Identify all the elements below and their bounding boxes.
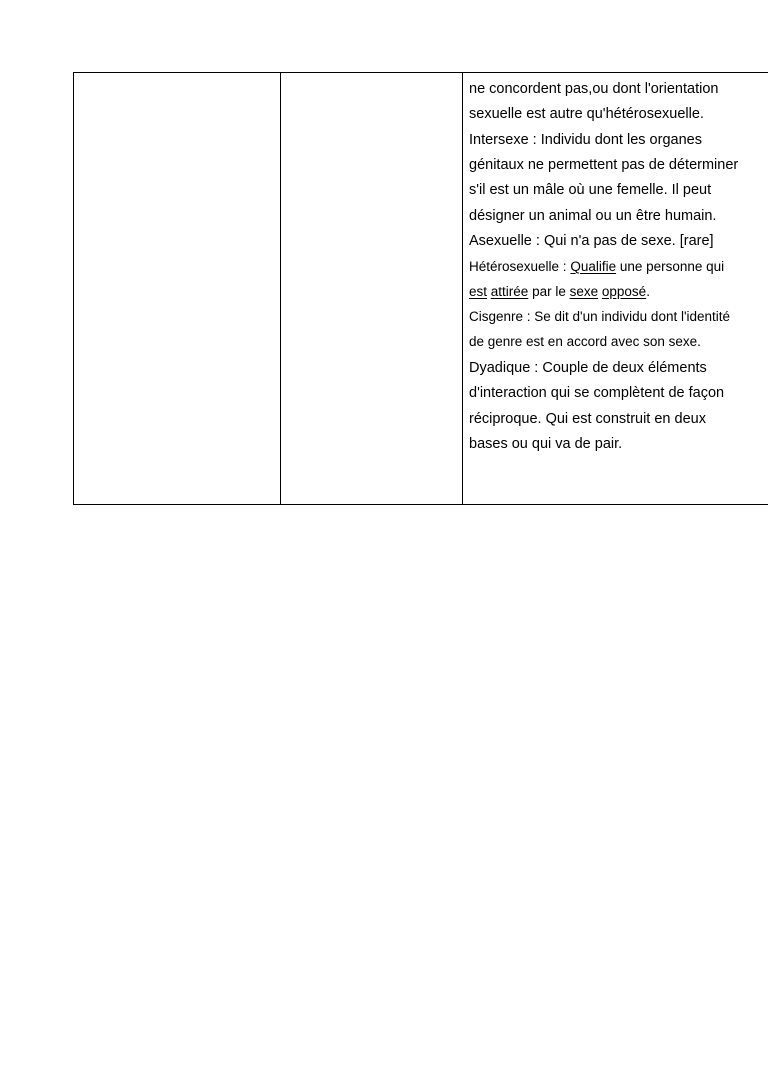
text-fragment: par le <box>528 284 570 299</box>
text-line: Intersexe : Individu dont les organes <box>469 132 702 148</box>
text-line: Cisgenre : Se dit d'un individu dont l'identité <box>469 309 731 324</box>
underlined-word: est <box>469 284 488 299</box>
table-cell-definitions <box>462 73 768 504</box>
text-line-heterosexuelle <box>469 258 724 276</box>
text-line: désigner un animal ou un être humain. <box>469 208 717 224</box>
underlined-word: attirée <box>490 284 529 299</box>
text-line: de genre est en accord avec son sexe. <box>469 334 701 349</box>
text-line: génitaux ne permettent pas de déterminer <box>469 157 739 173</box>
text-line: ne concordent pas,ou dont l'orientation <box>469 81 719 97</box>
text-line: s'il est un mâle où une femelle. Il peut <box>469 182 712 198</box>
text-fragment: une personne qui <box>616 259 725 274</box>
table-cell-empty-1 <box>74 73 281 504</box>
definitions-table <box>73 72 768 505</box>
text-line: Asexuelle : Qui n'a pas de sexe. [rare] <box>469 233 714 249</box>
text-line-heterosexuelle-2 <box>469 283 650 301</box>
underlined-word: sexe <box>569 284 599 299</box>
table-cell-empty-2 <box>280 73 463 504</box>
text-line: d'interaction qui se complètent de façon <box>469 385 725 401</box>
text-line: sexuelle est autre qu'hétérosexuelle. <box>469 106 704 122</box>
underlined-word: Qualifie <box>570 259 617 274</box>
text-fragment: Hétérosexuelle : <box>469 259 571 274</box>
text-line: bases ou qui va de pair. <box>469 436 623 452</box>
text-line: Dyadique : Couple de deux éléments <box>469 360 707 376</box>
text-fragment: . <box>646 284 650 299</box>
underlined-word: opposé <box>601 284 647 299</box>
text-line: réciproque. Qui est construit en deux <box>469 411 706 427</box>
